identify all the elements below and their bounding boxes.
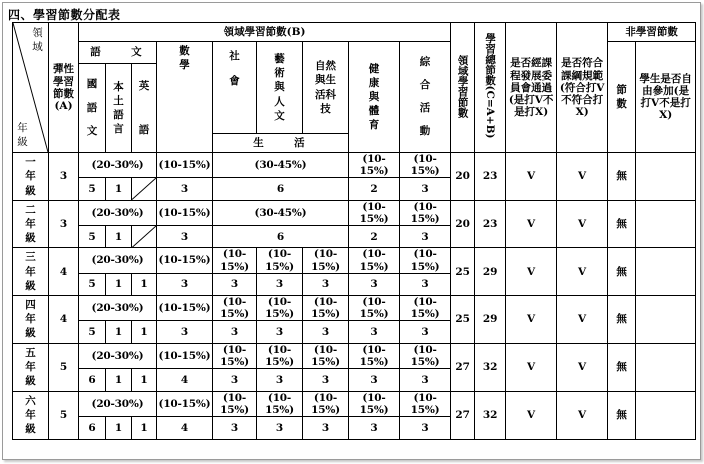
framework-value: V xyxy=(557,248,608,296)
social-range: (10-15%) xyxy=(213,343,257,368)
health-range: (10-15%) xyxy=(349,153,400,178)
grade-label: 四年級 xyxy=(13,296,49,344)
grade-label: 五年級 xyxy=(13,343,49,391)
local-value: 1 xyxy=(106,321,132,344)
math-value: 3 xyxy=(157,178,213,201)
english-value-na xyxy=(132,178,157,201)
language-range: (20-30%) xyxy=(79,343,157,368)
optional-value xyxy=(636,248,696,296)
integrated-value: 3 xyxy=(400,368,451,391)
math-range: (10-15%) xyxy=(157,343,213,368)
english-value-na xyxy=(132,225,157,248)
total-value: 29 xyxy=(475,248,506,296)
total-value: 23 xyxy=(475,153,506,201)
social-range: (10-15%) xyxy=(213,391,257,416)
mandarin-value: 5 xyxy=(79,321,106,344)
social-value: 3 xyxy=(213,416,257,439)
framework-header: 是否符合課綱規範(符合打V不符合打X) xyxy=(557,23,608,153)
total-value: 29 xyxy=(475,296,506,344)
optional-value xyxy=(636,391,696,439)
document-title: 四、學習節數分配表 xyxy=(8,8,121,22)
integrated-value: 3 xyxy=(400,225,451,248)
science-header: 自然與生活科技 xyxy=(303,42,349,134)
grade-label: 三年級 xyxy=(13,248,49,296)
local-value: 1 xyxy=(106,273,132,296)
domain-total-value: 20 xyxy=(451,200,475,248)
periods-header: 節數 xyxy=(608,42,636,153)
integrated-range: (10-15%) xyxy=(400,391,451,416)
mandarin-value: 5 xyxy=(79,273,106,296)
health-value: 3 xyxy=(349,273,400,296)
social-value: 3 xyxy=(213,273,257,296)
health-value: 3 xyxy=(349,416,400,439)
integrated-value: 3 xyxy=(400,273,451,296)
integrated-range: (10-15%) xyxy=(400,248,451,273)
flexible-header: 彈性學習節數(A) xyxy=(49,23,79,153)
health-range: (10-15%) xyxy=(349,200,400,225)
flexible-value: 5 xyxy=(49,343,79,391)
local-value: 1 xyxy=(106,178,132,201)
health-range: (10-15%) xyxy=(349,296,400,321)
math-range: (10-15%) xyxy=(157,391,213,416)
committee-value: V xyxy=(506,343,557,391)
english-value: 1 xyxy=(132,321,157,344)
integrated-value: 3 xyxy=(400,321,451,344)
integrated-value: 3 xyxy=(400,416,451,439)
domain-total-value: 27 xyxy=(451,391,475,439)
flexible-value: 3 xyxy=(49,200,79,248)
arts-range: (10-15%) xyxy=(257,391,303,416)
language-range: (20-30%) xyxy=(79,296,157,321)
flexible-value: 3 xyxy=(49,153,79,201)
health-value: 3 xyxy=(349,368,400,391)
language-range: (20-30%) xyxy=(79,153,157,178)
math-range: (10-15%) xyxy=(157,296,213,321)
total-value: 23 xyxy=(475,200,506,248)
committee-value: V xyxy=(506,391,557,439)
optional-value xyxy=(636,153,696,201)
health-value: 2 xyxy=(349,225,400,248)
health-range: (10-15%) xyxy=(349,248,400,273)
arts-range: (10-15%) xyxy=(257,343,303,368)
language-range: (20-30%) xyxy=(79,391,157,416)
life-value: 6 xyxy=(213,225,349,248)
math-value: 4 xyxy=(157,416,213,439)
optional-value xyxy=(636,200,696,248)
life-value: 6 xyxy=(213,178,349,201)
social-value: 3 xyxy=(213,368,257,391)
grade-label: 二年級 xyxy=(13,200,49,248)
integrated-range: (10-15%) xyxy=(400,343,451,368)
math-value: 3 xyxy=(157,273,213,296)
local-value: 1 xyxy=(106,416,132,439)
document-frame xyxy=(2,2,701,460)
arts-value: 3 xyxy=(257,321,303,344)
integrated-header: 綜合活動 xyxy=(400,42,451,153)
arts-value: 3 xyxy=(257,416,303,439)
math-header: 數學 xyxy=(157,42,213,153)
periods-value: 無 xyxy=(608,343,636,391)
math-range: (10-15%) xyxy=(157,248,213,273)
language-range: (20-30%) xyxy=(79,248,157,273)
life-header: 生 活 xyxy=(213,134,349,153)
life-range: (30-45%) xyxy=(213,200,349,225)
domain-total-value: 20 xyxy=(451,153,475,201)
periods-value: 無 xyxy=(608,200,636,248)
health-range: (10-15%) xyxy=(349,343,400,368)
mandarin-header: 國語文 xyxy=(79,64,106,153)
health-value: 2 xyxy=(349,178,400,201)
science-value: 3 xyxy=(303,416,349,439)
language-range: (20-30%) xyxy=(79,200,157,225)
corner-domain-label: 領域 xyxy=(32,27,43,54)
committee-header: 是否經課程發展委員會通過(是打V不是打X) xyxy=(506,23,557,153)
framework-value: V xyxy=(557,296,608,344)
arts-value: 3 xyxy=(257,273,303,296)
corner-grade-label: 年級 xyxy=(17,121,28,149)
local-value: 1 xyxy=(106,368,132,391)
life-range: (30-45%) xyxy=(213,153,349,178)
integrated-range: (10-15%) xyxy=(400,296,451,321)
arts-range: (10-15%) xyxy=(257,296,303,321)
science-range: (10-15%) xyxy=(303,391,349,416)
committee-value: V xyxy=(506,248,557,296)
local-lang-header: 本土語言 xyxy=(106,64,132,153)
science-range: (10-15%) xyxy=(303,248,349,273)
domain-group-header: 領域學習節數(B) xyxy=(79,23,451,42)
framework-value: V xyxy=(557,343,608,391)
arts-range: (10-15%) xyxy=(257,248,303,273)
integrated-range: (10-15%) xyxy=(400,153,451,178)
committee-value: V xyxy=(506,153,557,201)
mandarin-value: 6 xyxy=(79,368,106,391)
social-header: 社會 xyxy=(213,42,257,134)
science-range: (10-15%) xyxy=(303,343,349,368)
health-header: 健康與體育 xyxy=(349,42,400,153)
mandarin-value: 5 xyxy=(79,178,106,201)
framework-value: V xyxy=(557,200,608,248)
optional-value xyxy=(636,296,696,344)
non-learning-header: 非學習節數 xyxy=(608,23,696,42)
math-value: 4 xyxy=(157,368,213,391)
english-value: 1 xyxy=(132,273,157,296)
domain-total-value: 25 xyxy=(451,248,475,296)
science-value: 3 xyxy=(303,321,349,344)
integrated-value: 3 xyxy=(400,178,451,201)
periods-value: 無 xyxy=(608,153,636,201)
optional-value xyxy=(636,343,696,391)
health-range: (10-15%) xyxy=(349,391,400,416)
mandarin-value: 6 xyxy=(79,416,106,439)
periods-value: 無 xyxy=(608,391,636,439)
grade-label: 一年級 xyxy=(13,153,49,201)
periods-value: 無 xyxy=(608,248,636,296)
committee-value: V xyxy=(506,200,557,248)
health-value: 3 xyxy=(349,321,400,344)
total-header: 學習總節數(C=A+B) xyxy=(475,23,506,153)
science-value: 3 xyxy=(303,273,349,296)
domain-total-value: 25 xyxy=(451,296,475,344)
integrated-range: (10-15%) xyxy=(400,200,451,225)
corner-header xyxy=(13,23,49,153)
social-range: (10-15%) xyxy=(213,296,257,321)
domain-total-header: 領域學習節數 xyxy=(451,23,475,153)
total-value: 32 xyxy=(475,391,506,439)
optional-header: 學生是否自由參加(是打V不是打X) xyxy=(636,42,696,153)
social-value: 3 xyxy=(213,321,257,344)
math-range: (10-15%) xyxy=(157,200,213,225)
framework-value: V xyxy=(557,153,608,201)
committee-value: V xyxy=(506,296,557,344)
social-range: (10-15%) xyxy=(213,248,257,273)
science-value: 3 xyxy=(303,368,349,391)
local-value: 1 xyxy=(106,225,132,248)
math-value: 3 xyxy=(157,225,213,248)
grade-label: 六年級 xyxy=(13,391,49,439)
language-header: 語 文 xyxy=(79,42,157,64)
arts-header: 藝術與人文 xyxy=(257,42,303,134)
arts-value: 3 xyxy=(257,368,303,391)
flexible-value: 5 xyxy=(49,391,79,439)
domain-total-value: 27 xyxy=(451,343,475,391)
math-range: (10-15%) xyxy=(157,153,213,178)
english-value: 1 xyxy=(132,416,157,439)
periods-value: 無 xyxy=(608,296,636,344)
mandarin-value: 5 xyxy=(79,225,106,248)
total-value: 32 xyxy=(475,343,506,391)
math-value: 3 xyxy=(157,321,213,344)
framework-value: V xyxy=(557,391,608,439)
science-range: (10-15%) xyxy=(303,296,349,321)
english-header: 英語 xyxy=(132,64,157,153)
english-value: 1 xyxy=(132,368,157,391)
flexible-value: 4 xyxy=(49,248,79,296)
flexible-value: 4 xyxy=(49,296,79,344)
allocation-table xyxy=(12,22,696,440)
